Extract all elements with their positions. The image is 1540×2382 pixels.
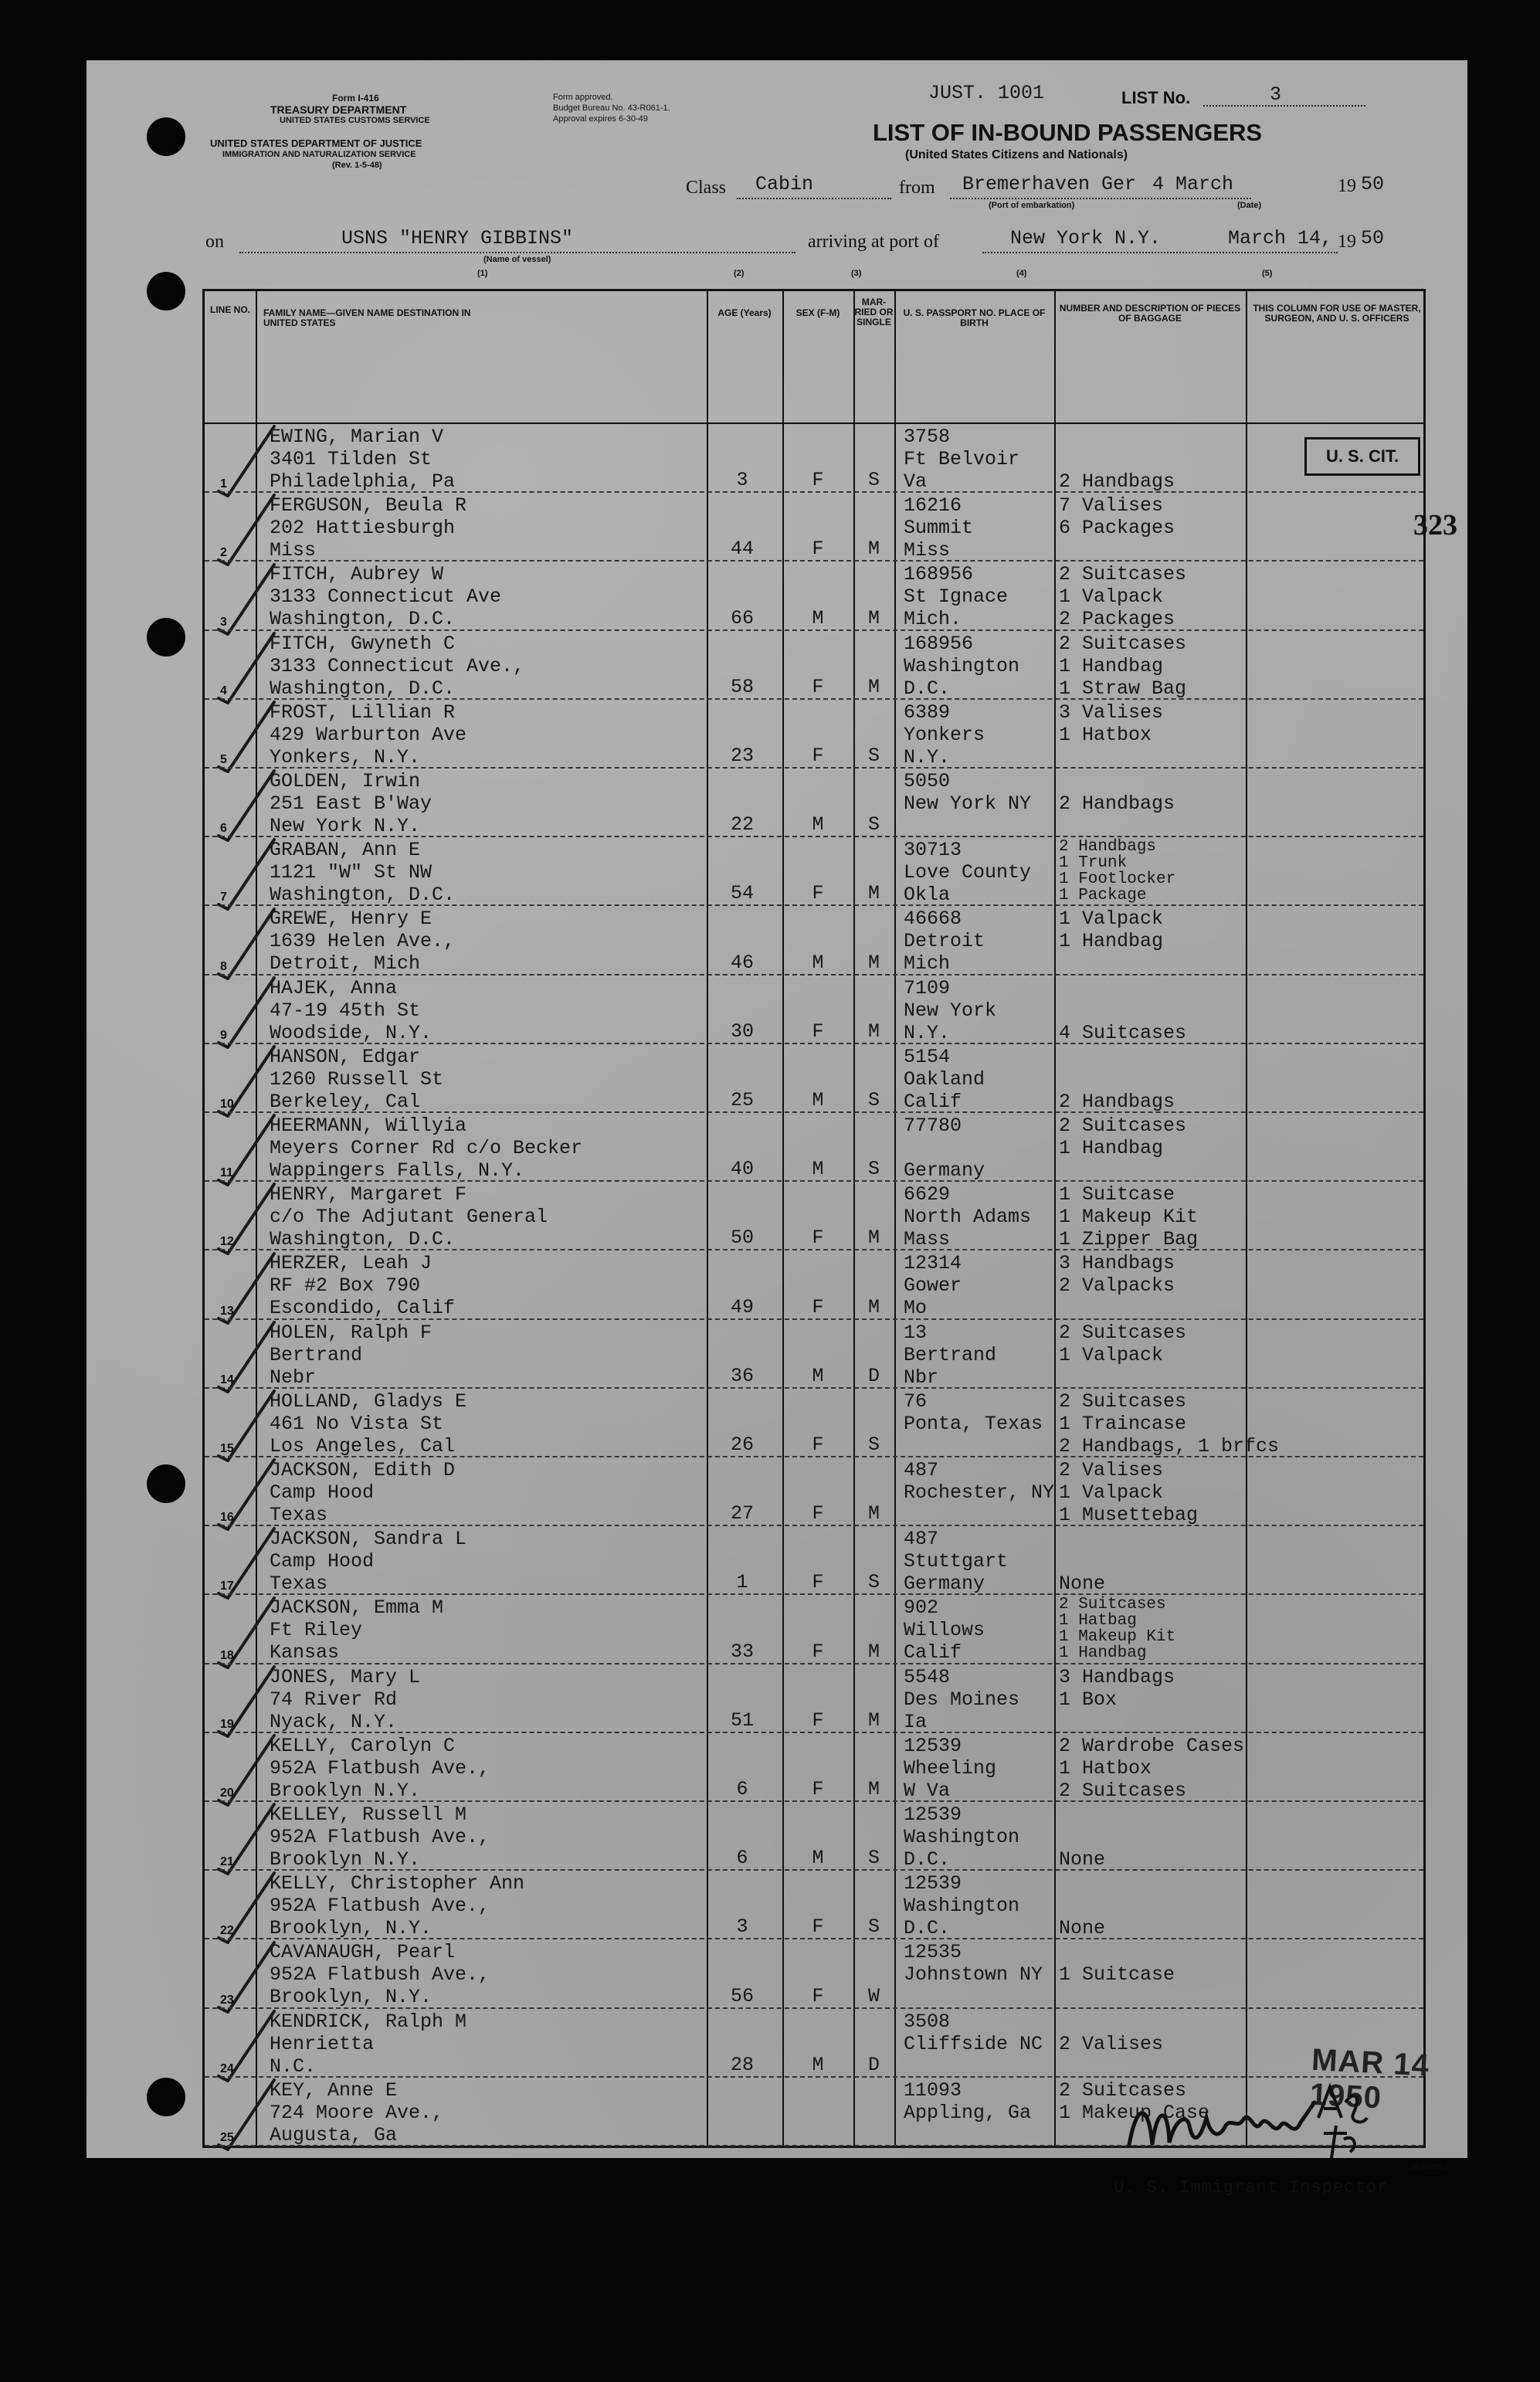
passenger-passport: 6389 Yonkers N.Y.	[904, 701, 985, 769]
line-number: 14	[220, 1373, 234, 1386]
passenger-baggage: 2 Handbags	[1059, 1090, 1175, 1113]
arrival-date: March 14,	[1228, 227, 1333, 249]
line-number: 25	[220, 2130, 234, 2144]
passenger-age: 23	[730, 744, 754, 767]
passenger-age: 40	[730, 1158, 754, 1181]
passenger-sex: F	[812, 1020, 824, 1043]
class-label: Class	[686, 178, 727, 198]
stamp-number: 323	[1413, 509, 1457, 541]
passenger-name: HEERMANN, Willyia Meyers Corner Rd c/o Becker Wappingers Falls, N.Y.	[270, 1115, 583, 1182]
passenger-marital-status: S	[867, 1847, 880, 1870]
passenger-marital-status: M	[867, 1227, 880, 1250]
punch-hole	[147, 272, 185, 310]
check-mark	[209, 1936, 279, 2014]
passenger-name: GOLDEN, Irwin 251 East B'Way New York N.Y.	[270, 770, 432, 837]
passenger-baggage: None	[1059, 1848, 1106, 1871]
passenger-age: 26	[730, 1433, 754, 1456]
passenger-baggage: 7 Valises 6 Packages	[1059, 494, 1175, 540]
table-row	[205, 493, 1423, 562]
passenger-sex: F	[812, 1433, 824, 1456]
passenger-passport: 3758 Ft Belvoir Va	[904, 426, 1020, 493]
check-mark	[209, 1729, 279, 1807]
line-number: 3	[220, 615, 227, 629]
passenger-name: KELLY, Christopher Ann 952A Flatbush Ave., Brooklyn, N.Y.	[270, 1872, 525, 1940]
year-1: 50	[1361, 173, 1385, 195]
line-number: 20	[220, 1786, 234, 1800]
embarkation-port: Bremerhaven Ger	[962, 173, 1137, 195]
passenger-baggage: 2 Handbags	[1059, 470, 1175, 493]
passenger-passport: 16216 Summit Miss	[904, 494, 974, 562]
check-mark	[209, 1592, 279, 1669]
passenger-name: HAJEK, Anna 47-19 45th St Woodside, N.Y.	[270, 976, 432, 1044]
passenger-name: HENRY, Margaret F c/o The Adjutant General Washington, D.C.	[270, 1183, 548, 1251]
passenger-name: CAVANAUGH, Pearl 952A Flatbush Ave., Brooklyn, N.Y.	[270, 1941, 490, 2009]
passenger-baggage: 2 Handbags	[1059, 792, 1175, 815]
col-num-1: (1)	[477, 269, 488, 278]
passenger-sex: F	[812, 1502, 824, 1525]
passenger-age: 25	[730, 1088, 754, 1111]
line-number: 2	[220, 546, 227, 560]
passenger-name: EWING, Marian V 3401 Tilden St Philadelphia, Pa	[270, 426, 456, 493]
passenger-baggage: 2 Valises	[1059, 2032, 1164, 2055]
header-passport: U. S. PASSPORT NO. PLACE OF BIRTH	[903, 307, 1046, 328]
passenger-passport: 12314 Gower Mo	[904, 1252, 962, 1320]
table-row	[205, 837, 1423, 906]
passenger-passport: 6629 North Adams Mass	[904, 1183, 1032, 1251]
check-mark	[209, 903, 279, 980]
passenger-passport: 5548 Des Moines Ia	[904, 1665, 1020, 1733]
ins-service: IMMIGRATION AND NATURALIZATION SERVICE	[222, 150, 416, 159]
passenger-name: FITCH, Gwyneth C 3133 Connecticut Ave., Washington, D.C.	[270, 632, 525, 700]
passenger-age: 56	[730, 1984, 754, 2007]
check-mark	[209, 1798, 279, 1875]
passenger-baggage: 2 Wardrobe Cases 1 Hatbox 2 Suitcases	[1059, 1734, 1245, 1802]
passenger-marital-status: M	[867, 1640, 880, 1663]
passenger-marital-status: S	[867, 1915, 880, 1939]
line-number: 19	[220, 1717, 234, 1731]
year-prefix-2: 19	[1338, 232, 1356, 252]
passenger-name: HOLLAND, Gladys E 461 No Vista St Los Angeles, Cal	[270, 1390, 467, 1457]
passenger-marital-status: M	[867, 951, 880, 974]
table-row	[205, 1664, 1423, 1733]
passenger-name: JACKSON, Edith D Camp Hood Texas	[270, 1459, 456, 1526]
passenger-sex: F	[812, 1571, 824, 1594]
check-mark	[209, 1661, 279, 1738]
passenger-age: 50	[730, 1227, 754, 1250]
passenger-sex: M	[812, 813, 824, 836]
passenger-name: KENDRICK, Ralph M Henrietta N.C.	[270, 2010, 467, 2078]
just-number: JUST. 1001	[928, 82, 1045, 104]
year-prefix-1: 19	[1338, 176, 1356, 196]
passenger-baggage: 2 Suitcases 1 Valpack 2 Packages	[1059, 563, 1187, 631]
passenger-baggage: 2 Suitcases 1 Handbag 1 Straw Bag	[1059, 632, 1187, 700]
passenger-passport: 46668 Detroit Mich	[904, 908, 985, 976]
passenger-baggage: 4 Suitcases	[1059, 1021, 1187, 1044]
year-2: 50	[1361, 227, 1385, 249]
treasury-dept: TREASURY DEPARTMENT	[270, 103, 407, 116]
header-line-no: LINE NO.	[209, 304, 250, 315]
passenger-age: 28	[730, 2053, 754, 2076]
passenger-marital-status: M	[867, 1777, 880, 1800]
passenger-sex: M	[812, 1088, 824, 1111]
passenger-baggage: 3 Handbags 2 Valpacks	[1059, 1252, 1175, 1298]
passenger-marital-status: S	[867, 744, 880, 767]
passenger-sex: F	[812, 1295, 824, 1318]
table-row	[205, 1595, 1423, 1664]
passenger-sex: M	[812, 1847, 824, 1870]
header-name: FAMILY NAME—GIVEN NAME DESTINATION IN UNITED STATES	[263, 307, 471, 328]
passenger-sex: F	[812, 469, 824, 492]
passenger-sex: F	[812, 1984, 824, 2007]
passenger-sex: F	[812, 882, 824, 905]
check-mark	[209, 765, 279, 842]
passenger-age: 6	[736, 1847, 748, 1870]
passenger-marital-status: S	[867, 813, 880, 836]
col-num-3: (3)	[851, 269, 862, 278]
line-number: 22	[220, 1924, 234, 1938]
passenger-baggage: 2 Suitcases 1 Makeup Case	[1059, 2078, 1210, 2124]
embarkation-date: 4 March	[1152, 173, 1234, 195]
passenger-age: 3	[736, 1915, 748, 1939]
passenger-sex: M	[812, 1364, 824, 1387]
passenger-marital-status: W	[867, 1984, 880, 2007]
check-mark	[209, 2005, 279, 2082]
check-mark	[209, 696, 279, 773]
passenger-name: HOLEN, Ralph F Bertrand Nebr	[270, 1321, 432, 1389]
line-number: 11	[220, 1166, 233, 1180]
header-baggage: NUMBER AND DESCRIPTION OF PIECES OF BAGGAGE	[1059, 303, 1241, 324]
passenger-passport: 13 Bertrand Nbr	[904, 1321, 997, 1389]
approval-line-1: Form approved.	[553, 93, 613, 102]
date-stamp: MAR 14 1950	[1308, 2042, 1430, 2116]
table-row	[205, 1320, 1423, 1389]
passenger-name: FERGUSON, Beula R 202 Hattiesburgh Miss	[270, 494, 467, 562]
passenger-marital-status: S	[867, 1158, 880, 1181]
passenger-name: JACKSON, Sandra L Camp Hood Texas	[270, 1528, 467, 1596]
table-row	[205, 1044, 1423, 1113]
passenger-baggage: 3 Valises 1 Hatbox	[1059, 701, 1164, 746]
passenger-marital-status: D	[867, 2053, 880, 2076]
passenger-baggage: 2 Suitcases 1 Valpack	[1059, 1321, 1187, 1366]
passenger-table	[202, 289, 1426, 2148]
passenger-passport: 902 Willows Calif	[904, 1596, 985, 1664]
passenger-baggage: 2 Suitcases 1 Traincase 2 Handbags, 1 brfcs	[1059, 1390, 1280, 1457]
check-mark	[209, 1522, 279, 1600]
punch-hole	[147, 117, 185, 156]
class-value: Cabin	[755, 173, 814, 195]
col-num-2: (2)	[734, 269, 745, 278]
table-row	[205, 2009, 1423, 2078]
list-no-label: LIST No.	[1121, 88, 1191, 107]
passenger-marital-status: M	[867, 538, 880, 561]
approval-line-3: Approval expires 6-30-49	[553, 114, 648, 124]
passenger-passport: 7109 New York N.Y.	[904, 976, 997, 1044]
passenger-marital-status: M	[867, 606, 880, 629]
table-row	[205, 1939, 1423, 2008]
table-row	[205, 424, 1423, 493]
passenger-name: GRABAN, Ann E 1121 "W" St NW Washington, D.C.	[270, 839, 456, 907]
check-mark	[209, 972, 279, 1049]
passenger-name: JACKSON, Emma M Ft Riley Kansas	[270, 1596, 444, 1664]
passenger-baggage: 2 Handbags 1 Trunk 1 Footlocker 1 Package	[1059, 838, 1176, 905]
line-number: 23	[220, 1993, 234, 2007]
passenger-marital-status: D	[867, 1364, 880, 1387]
table-row	[205, 1457, 1423, 1526]
table-row	[205, 1802, 1423, 1871]
passenger-age: 44	[730, 538, 754, 561]
check-mark	[209, 627, 279, 704]
header-age: AGE (Years)	[717, 307, 772, 318]
col-num-5: (5)	[1262, 269, 1273, 278]
check-mark	[209, 489, 279, 566]
header-sex: SEX (F-M)	[795, 307, 840, 318]
vessel-caption: (Name of vessel)	[483, 255, 551, 264]
line-number: 13	[220, 1304, 234, 1318]
check-mark	[209, 1109, 279, 1186]
punch-hole	[147, 2078, 185, 2116]
arriving-label: arriving at port of	[808, 232, 939, 252]
check-mark	[209, 1316, 279, 1393]
check-mark	[209, 833, 279, 911]
from-label: from	[899, 178, 935, 198]
line-number: 16	[220, 1511, 234, 1525]
passenger-name: FROST, Lillian R 429 Warburton Ave Yonkers, N.Y.	[270, 701, 467, 769]
port-embarkation-caption: (Port of embarkation)	[989, 201, 1075, 210]
passenger-passport: 168956 St Ignace Mich.	[904, 563, 1009, 631]
form-code: 16-54652-2	[1409, 2163, 1450, 2172]
customs-service: UNITED STATES CUSTOMS SERVICE	[280, 116, 430, 125]
passenger-name: HERZER, Leah J RF #2 Box 790 Escondido, Calif	[270, 1252, 456, 1320]
line-number: 17	[220, 1580, 234, 1593]
passenger-marital-status: M	[867, 1020, 880, 1043]
check-mark	[209, 2074, 279, 2151]
passenger-sex: F	[812, 744, 824, 767]
passenger-marital-status: S	[867, 469, 880, 492]
passenger-sex: F	[812, 1915, 824, 1939]
passenger-baggage: 1 Valpack 1 Handbag	[1059, 908, 1164, 953]
header-officers: THIS COLUMN FOR USE OF MASTER, SURGEON, AND U. S. OFFICERS	[1253, 303, 1421, 324]
passenger-name: KEY, Anne E 724 Moore Ave., Augusta, Ga	[270, 2078, 444, 2146]
passenger-passport: 12539 Wheeling W Va	[904, 1734, 997, 1802]
line-number: 5	[220, 752, 227, 766]
line-number: 12	[220, 1235, 234, 1249]
list-title: LIST OF IN-BOUND PASSENGERS	[873, 119, 1263, 146]
manifest-sheet	[86, 60, 1467, 2197]
passenger-sex: F	[812, 1777, 824, 1800]
passenger-sex: M	[812, 1158, 824, 1181]
passenger-age: 54	[730, 882, 754, 905]
check-mark	[209, 420, 279, 497]
check-mark	[209, 1178, 279, 1255]
passenger-age: 51	[730, 1708, 754, 1732]
passenger-passport: 76 Ponta, Texas	[904, 1390, 1043, 1435]
check-mark	[209, 1867, 279, 1944]
passenger-passport: 487 Rochester, NY	[904, 1459, 1055, 1504]
passenger-sex: F	[812, 1227, 824, 1250]
col-num-4: (4)	[1016, 269, 1027, 278]
check-mark	[209, 1040, 279, 1118]
table-row	[205, 1526, 1423, 1595]
form-number: Form I-416	[332, 93, 379, 103]
list-no: 3	[1270, 83, 1282, 106]
passenger-age: 58	[730, 675, 754, 698]
punch-hole	[147, 618, 185, 657]
passenger-marital-status: S	[867, 1088, 880, 1111]
passenger-age: 46	[730, 951, 754, 974]
table-row	[205, 1250, 1423, 1319]
line-number: 24	[220, 2061, 234, 2075]
passenger-name: KELLY, Carolyn C 952A Flatbush Ave., Brooklyn N.Y.	[270, 1734, 490, 1802]
passenger-passport: 11093 Appling, Ga	[904, 2078, 1032, 2124]
passenger-age: 30	[730, 1020, 754, 1043]
passenger-baggage: None	[1059, 1573, 1106, 1596]
line-number: 15	[220, 1441, 234, 1455]
line-number: 9	[220, 1028, 227, 1042]
passenger-baggage: 1 Suitcase	[1059, 1963, 1175, 1987]
passenger-baggage: None	[1059, 1917, 1106, 1940]
check-mark	[209, 1385, 279, 1462]
passenger-name: JONES, Mary L 74 River Rd Nyack, N.Y.	[270, 1665, 421, 1733]
passenger-age: 49	[730, 1295, 754, 1318]
passenger-age: 1	[736, 1571, 748, 1594]
passenger-sex: M	[812, 2053, 824, 2076]
line-number: 10	[220, 1097, 234, 1111]
inspector-signature	[1121, 2072, 1376, 2172]
punch-hole	[147, 1464, 185, 1503]
approval-line-2: Budget Bureau No. 43-R061-1.	[553, 103, 670, 113]
table-row	[205, 769, 1423, 837]
passenger-sex: M	[812, 606, 824, 629]
check-mark	[209, 1454, 279, 1531]
check-mark	[209, 1247, 279, 1325]
check-mark	[209, 558, 279, 636]
line-number: 18	[220, 1648, 234, 1662]
passenger-passport: 168956 Washington D.C.	[904, 632, 1020, 700]
inspector-caption: U. S. Immigrant Inspector	[1114, 2178, 1389, 2197]
passenger-age: 36	[730, 1364, 754, 1387]
passenger-marital-status: S	[867, 1433, 880, 1456]
line-number: 6	[220, 822, 227, 836]
passenger-marital-status: S	[867, 1571, 880, 1594]
passenger-age: 6	[736, 1777, 748, 1800]
line-number: 8	[220, 959, 227, 973]
passenger-sex: F	[812, 675, 824, 698]
passenger-passport: 77780 Germany	[904, 1115, 985, 1182]
passenger-passport: 5050 New York NY	[904, 770, 1032, 815]
on-label: on	[205, 232, 224, 252]
list-subtitle: (United States Citizens and Nationals)	[905, 148, 1128, 161]
passenger-name: GREWE, Henry E 1639 Helen Ave., Detroit, Mich	[270, 908, 456, 976]
passenger-name: HANSON, Edgar 1260 Russell St Berkeley, Cal	[270, 1045, 444, 1113]
passenger-passport: 12535 Johnstown NY	[904, 1941, 1043, 1987]
date-caption: (Date)	[1237, 201, 1262, 210]
us-citizen-stamp: U. S. CIT.	[1304, 437, 1420, 476]
table-row	[205, 1871, 1423, 1939]
line-number: 4	[220, 684, 227, 697]
passenger-passport: 12539 Washington D.C.	[904, 1872, 1020, 1940]
passenger-sex: F	[812, 1708, 824, 1732]
table-row	[205, 1113, 1423, 1182]
table-row	[205, 631, 1423, 700]
vessel-name: USNS "HENRY GIBBINS"	[341, 227, 574, 249]
passenger-marital-status: M	[867, 675, 880, 698]
passenger-marital-status: M	[867, 882, 880, 905]
passenger-sex: F	[812, 538, 824, 561]
table-row	[205, 1182, 1423, 1250]
passenger-name: KELLEY, Russell M 952A Flatbush Ave., Brooklyn N.Y.	[270, 1803, 490, 1871]
arrival-port: New York N.Y.	[1010, 227, 1162, 249]
line-number: 1	[220, 477, 227, 491]
table-row	[205, 562, 1423, 630]
passenger-passport: 487 Stuttgart Germany	[904, 1528, 1009, 1596]
table-row	[205, 1733, 1423, 1802]
line-number: 21	[220, 1855, 234, 1869]
passenger-baggage: 1 Suitcase 1 Makeup Kit 1 Zipper Bag	[1059, 1183, 1199, 1251]
passenger-passport: 12539 Washington D.C.	[904, 1803, 1020, 1871]
passenger-marital-status: M	[867, 1502, 880, 1525]
line-number: 7	[220, 891, 227, 904]
passenger-name: FITCH, Aubrey W 3133 Connecticut Ave Washington, D.C.	[270, 563, 502, 631]
table-row	[205, 700, 1423, 769]
revision: (Rev. 1-5-48)	[332, 161, 382, 170]
header-married: MAR- RIED OR SINGLE	[854, 297, 894, 327]
passenger-age: 66	[730, 606, 754, 629]
passenger-baggage: 2 Suitcases 1 Hatbag 1 Makeup Kit 1 Handbag	[1059, 1596, 1176, 1663]
passenger-age: 3	[736, 469, 748, 492]
passenger-baggage: 3 Handbags 1 Box	[1059, 1665, 1175, 1711]
passenger-passport: 5154 Oakland Calif	[904, 1045, 985, 1113]
passenger-sex: M	[812, 951, 824, 974]
passenger-sex: F	[812, 1640, 824, 1663]
passenger-passport: 3508 Cliffside NC	[904, 2010, 1043, 2055]
passenger-baggage: 2 Valises 1 Valpack 1 Musettebag	[1059, 1459, 1199, 1526]
passenger-marital-status: M	[867, 1295, 880, 1318]
passenger-baggage: 2 Suitcases 1 Handbag	[1059, 1115, 1187, 1159]
passenger-age: 27	[730, 1502, 754, 1525]
table-row	[205, 906, 1423, 975]
passenger-marital-status: M	[867, 1708, 880, 1732]
table-row	[205, 976, 1423, 1044]
table-row	[205, 1389, 1423, 1457]
justice-dept: UNITED STATES DEPARTMENT OF JUSTICE	[210, 137, 422, 149]
passenger-passport: 30713 Love County Okla	[904, 839, 1032, 907]
passenger-age: 22	[730, 813, 754, 836]
passenger-age: 33	[730, 1640, 754, 1663]
